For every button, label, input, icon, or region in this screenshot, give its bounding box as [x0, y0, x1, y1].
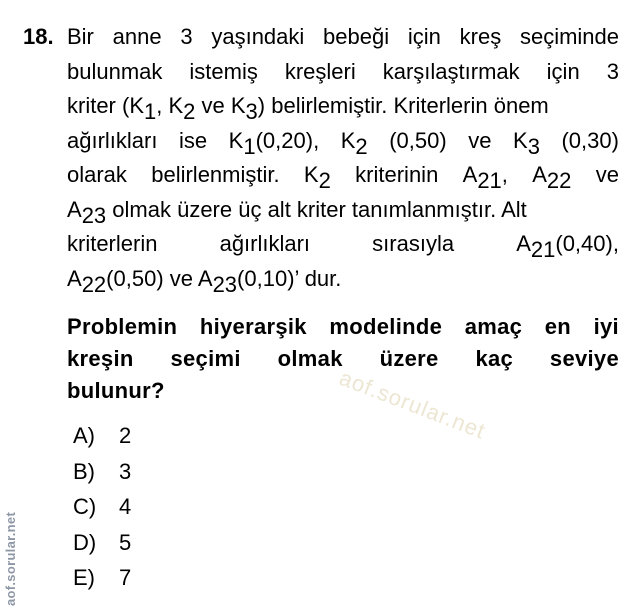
option-d[interactable]	[73, 530, 131, 566]
stem-word: anne	[112, 24, 162, 49]
prompt-word: kaç	[475, 346, 514, 371]
option-a[interactable]	[73, 423, 131, 459]
stem-word: yaşındaki	[211, 24, 305, 49]
prompt-word: üzere	[379, 346, 439, 371]
prompt-word: amaç	[464, 314, 523, 339]
prompt-word: seçimi	[170, 346, 241, 371]
stem-word: kriterinin	[355, 162, 439, 187]
option-b[interactable]	[73, 459, 131, 495]
stem-word: kreşleri	[284, 58, 356, 84]
prompt-word: kreşin	[67, 346, 134, 371]
answer-options	[73, 423, 131, 601]
stem-word: 3	[606, 58, 619, 84]
criterion-k3-weight: (0,30)	[561, 127, 619, 153]
option-value: 7	[119, 565, 132, 590]
stem-word: 3	[180, 24, 193, 49]
criterion-k1: $K_1(0,20)$,	[228, 127, 320, 159]
stem-line-3	[67, 89, 619, 124]
prompt-line-1	[67, 311, 619, 343]
stem-word: için	[546, 58, 580, 84]
option-letter: D)	[73, 529, 97, 555]
subscript: 1	[144, 99, 157, 124]
subscript: 3	[245, 99, 258, 124]
stem-word: ve	[468, 127, 492, 153]
stem-word: ise	[179, 127, 208, 153]
stem-line-6	[67, 193, 619, 228]
stem-word: ağırlıkları	[67, 127, 158, 153]
option-value: 3	[119, 458, 132, 484]
stem-line-8	[67, 262, 619, 297]
stem-word: sırasıyla	[372, 231, 455, 256]
option-letter: A)	[73, 423, 95, 448]
criterion-k2: $K_2$	[340, 127, 368, 159]
stem-word: bulunmak	[67, 58, 163, 84]
option-value: 4	[119, 494, 132, 519]
stem-word: bebeği	[323, 24, 390, 49]
prompt-word: hiyerarşik	[199, 314, 307, 339]
prompt-word: seviye	[549, 346, 619, 371]
option-letter: B)	[73, 458, 95, 484]
criterion-k2-weight: (0,50)	[389, 127, 447, 153]
stem-word: seçiminde	[519, 24, 619, 49]
question-prompt	[67, 311, 619, 407]
subcriterion-a21: $A_{21}$,	[462, 162, 508, 193]
stem-word: kriterlerin	[67, 231, 158, 256]
stem-text: $A_{23}$ olmak üzere üç alt kriter tanımlanmıştır. Alt	[67, 196, 527, 228]
prompt-word: olmak	[277, 346, 343, 371]
subscript: 2	[183, 99, 196, 124]
prompt-word: modelinde	[329, 314, 443, 339]
stem-line-2	[67, 55, 619, 90]
stem-line-7	[67, 227, 619, 262]
stem-line-5	[67, 158, 619, 193]
stem-word: olarak	[67, 162, 127, 187]
option-letter: C)	[73, 494, 97, 519]
prompt-word: Problemin	[67, 314, 178, 339]
stem-word: ve	[595, 162, 619, 187]
stem-word: Bir	[67, 24, 94, 49]
stem-word: için	[407, 24, 441, 49]
subcriterion-a22: $A_{22}$	[532, 162, 572, 193]
prompt-word: en	[544, 314, 572, 339]
stem-word: belirlenmiştir.	[151, 162, 280, 187]
criterion-k3: $K_3$	[513, 127, 540, 159]
stem-word: istemiş	[189, 58, 258, 84]
stem-word: karşılaştırmak	[382, 58, 520, 84]
watermark-side: aof.sorular.net	[3, 511, 18, 606]
criterion-k2: $K_2$	[303, 162, 331, 193]
prompt-word: bulunur?	[67, 378, 165, 403]
option-letter: E)	[73, 565, 95, 590]
stem-text: kriter ($K_1$, $K_2$ ve $K_3$) belirlemiştir. Kriterlerin önem	[67, 93, 549, 124]
stem-line-1	[67, 20, 619, 55]
stem-word: ağırlıkları	[219, 231, 311, 256]
stem-text: $A_{22}(0,50)$ ve $A_{23}(0,10)$’ dur.	[67, 265, 342, 297]
option-value: 2	[119, 423, 132, 448]
option-value: 5	[119, 529, 132, 555]
stem-line-4	[67, 124, 619, 159]
subcriterion-a21-weight: $A_{21}(0,40)$,	[516, 231, 619, 262]
question-stem	[67, 20, 619, 296]
option-e[interactable]	[73, 565, 131, 601]
watermark-center: aof.sorular.net	[336, 365, 490, 444]
option-c[interactable]	[73, 494, 131, 530]
stem-word: kreş	[459, 24, 502, 49]
question-number: 18.	[23, 24, 54, 49]
prompt-word: iyi	[593, 314, 619, 339]
